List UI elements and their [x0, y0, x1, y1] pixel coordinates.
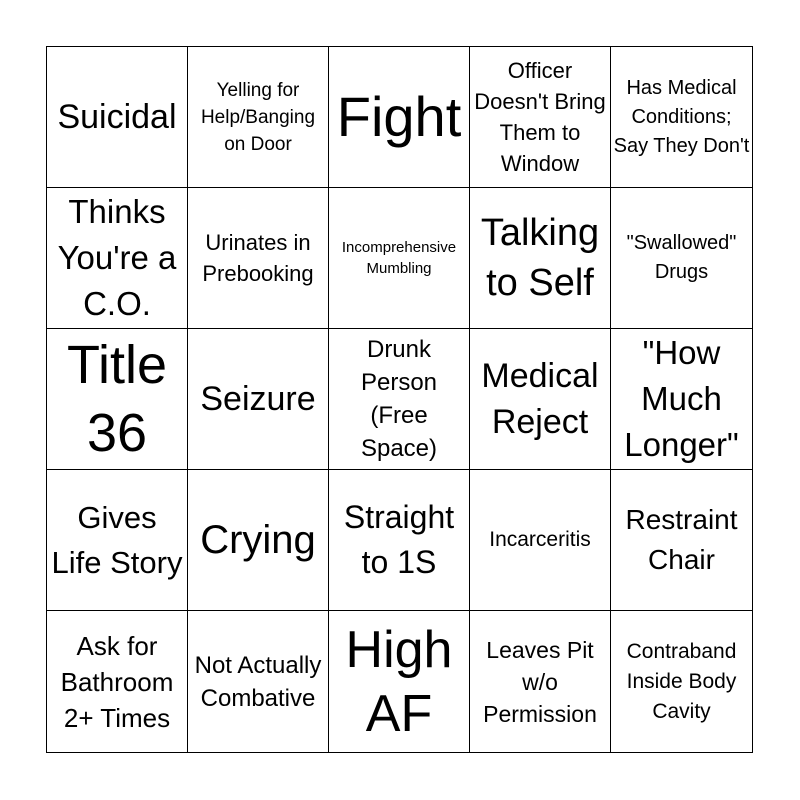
bingo-cell[interactable]: [47, 188, 188, 329]
cell-text: Drunk Person (Free Space): [360, 336, 438, 462]
bingo-cell[interactable]: [329, 47, 470, 188]
bingo-cell[interactable]: [188, 47, 329, 188]
bingo-cell[interactable]: [47, 329, 188, 470]
bingo-board: [46, 46, 753, 753]
bingo-cell[interactable]: [188, 329, 329, 470]
bingo-cell[interactable]: [47, 47, 188, 188]
bingo-cell[interactable]: [470, 329, 611, 470]
bingo-cell[interactable]: [329, 611, 470, 752]
cell-text: Medical Reject: [481, 357, 599, 441]
cell-text: "Swallowed" Drugs: [626, 232, 737, 283]
cell-text: Restraint Chair: [625, 504, 738, 575]
cell-text: Not Actually Combative: [194, 651, 322, 712]
bingo-cell[interactable]: [47, 611, 188, 752]
bingo-cell[interactable]: [611, 329, 752, 470]
cell-text: Suicidal: [57, 98, 177, 136]
cell-text: Incarceritis: [489, 528, 591, 551]
bingo-cell[interactable]: [611, 188, 752, 329]
cell-text: Talking to Self: [480, 212, 600, 304]
cell-text: Incomprehensive Mumbling: [341, 239, 457, 277]
cell-text: Ask for Bathroom 2+ Times: [60, 630, 174, 733]
bingo-cell[interactable]: [329, 329, 470, 470]
bingo-cell[interactable]: [470, 47, 611, 188]
cell-text: Yelling for Help/Banging on Door: [200, 79, 316, 155]
cell-text: Leaves Pit w/o Permission: [483, 636, 597, 727]
bingo-cell[interactable]: [329, 188, 470, 329]
cell-text: Contraband Inside Body Cavity: [626, 639, 737, 723]
bingo-cell[interactable]: [611, 47, 752, 188]
cell-text: Seizure: [200, 380, 316, 418]
cell-text: Gives Life Story: [51, 500, 183, 580]
bingo-cell[interactable]: [611, 470, 752, 611]
cell-text: High AF: [345, 620, 453, 743]
cell-text: Officer Doesn't Bring Them to Window: [474, 58, 606, 176]
bingo-cell[interactable]: [329, 470, 470, 611]
bingo-cell[interactable]: [470, 611, 611, 752]
bingo-cell[interactable]: [188, 188, 329, 329]
bingo-cell[interactable]: [188, 611, 329, 752]
cell-text: Crying: [200, 518, 316, 562]
bingo-cell[interactable]: [470, 188, 611, 329]
cell-text: Thinks You're a C.O.: [57, 193, 177, 322]
cell-text: "How Much Longer": [624, 334, 739, 463]
bingo-cell[interactable]: [611, 611, 752, 752]
cell-text: Has Medical Conditions; Say They Don't: [613, 76, 750, 157]
bingo-cell[interactable]: [188, 470, 329, 611]
cell-text: Straight to 1S: [343, 499, 455, 580]
cell-text: Title 36: [66, 335, 167, 463]
bingo-cell[interactable]: [47, 470, 188, 611]
cell-text: Fight: [336, 85, 462, 148]
cell-text: Urinates in Prebooking: [202, 230, 314, 286]
bingo-cell[interactable]: [470, 470, 611, 611]
